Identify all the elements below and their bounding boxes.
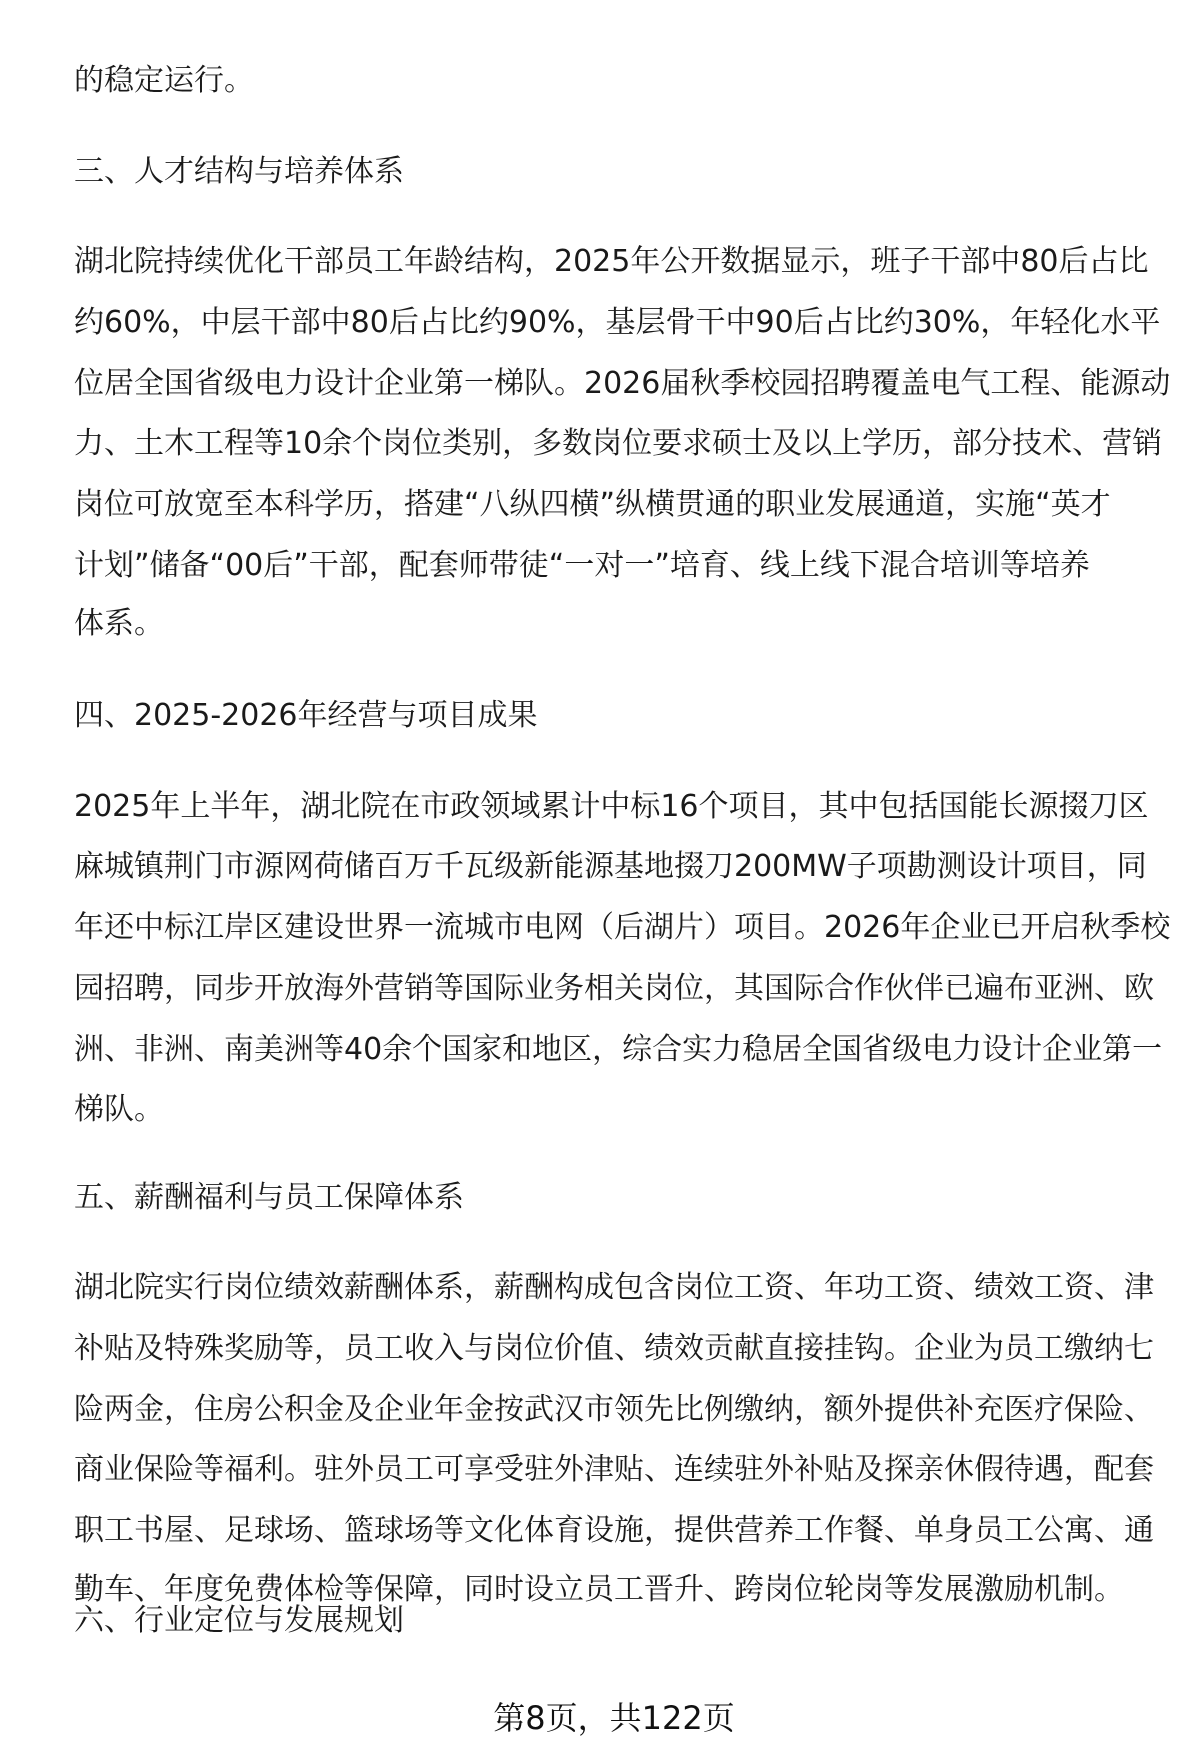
paragraph-line: 洲、非洲、南美洲等40余个国家和地区，综合实力稳居全国省级电力设计企业第一 (74, 1032, 1163, 1067)
paragraph-line: 补贴及特殊奖励等，员工收入与岗位价值、绩效贡献直接挂钩。企业为员工缴纳七 (74, 1331, 1154, 1366)
paragraph-line: 体系。 (74, 606, 164, 641)
paragraph-line: 职工书屋、足球场、篮球场等文化体育设施，提供营养工作餐、单身员工公寓、通 (74, 1513, 1154, 1548)
section-heading: 三、人才结构与培养体系 (74, 154, 404, 189)
paragraph-line: 商业保险等福利。驻外员工可享受驻外津贴、连续驻外补贴及探亲休假待遇，配套 (74, 1452, 1154, 1487)
paragraph-line: 2025年上半年，湖北院在市政领域累计中标16个项目，其中包括国能长源掇刀区 (74, 789, 1149, 824)
section-heading: 五、薪酬福利与员工保障体系 (74, 1180, 464, 1215)
paragraph-line: 岗位可放宽至本科学历，搭建“八纵四横”纵横贯通的职业发展通道，实施“英才 (74, 487, 1111, 522)
paragraph-line: 险两金，住房公积金及企业年金按武汉市领先比例缴纳，额外提供补充医疗保险、 (74, 1392, 1154, 1427)
paragraph-line: 湖北院持续优化干部员工年龄结构，2025年公开数据显示，班子干部中80后占比 (74, 244, 1149, 279)
paragraph-line: 力、土木工程等10余个岗位类别，多数岗位要求硕士及以上学历，部分技术、营销 (74, 426, 1163, 461)
paragraph-line: 麻城镇荆门市源网荷储百万千瓦级新能源基地掇刀200MW子项勘测设计项目，同 (74, 849, 1147, 884)
paragraph-line: 年还中标江岸区建设世界一流城市电网（后湖片）项目。2026年企业已开启秋季校 (74, 910, 1171, 945)
paragraph-line: 位居全国省级电力设计企业第一梯队。2026届秋季校园招聘覆盖电气工程、能源动 (74, 366, 1171, 401)
paragraph-line: 湖北院实行岗位绩效薪酬体系，薪酬构成包含岗位工资、年功工资、绩效工资、津 (74, 1270, 1154, 1305)
paragraph-line: 勤车、年度免费体检等保障，同时设立员工晋升、跨岗位轮岗等发展激励机制。 (74, 1572, 1124, 1607)
paragraph-line: 梯队。 (74, 1092, 164, 1127)
paragraph-line: 计划”储备“00后”干部，配套师带徒“一对一”培育、线上线下混合培训等培养 (74, 548, 1090, 583)
section-heading: 六、行业定位与发展规划 (74, 1603, 404, 1638)
page-number: 第8页，共122页 (493, 1699, 735, 1737)
paragraph-line: 的稳定运行。 (74, 63, 254, 98)
section-heading: 四、2025-2026年经营与项目成果 (74, 698, 538, 733)
paragraph-line: 园招聘，同步开放海外营销等国际业务相关岗位，其国际合作伙伴已遍布亚洲、欧 (74, 971, 1154, 1006)
paragraph-line: 约60%，中层干部中80后占比约90%，基层骨干中90后占比约30%，年轻化水平 (74, 305, 1161, 340)
